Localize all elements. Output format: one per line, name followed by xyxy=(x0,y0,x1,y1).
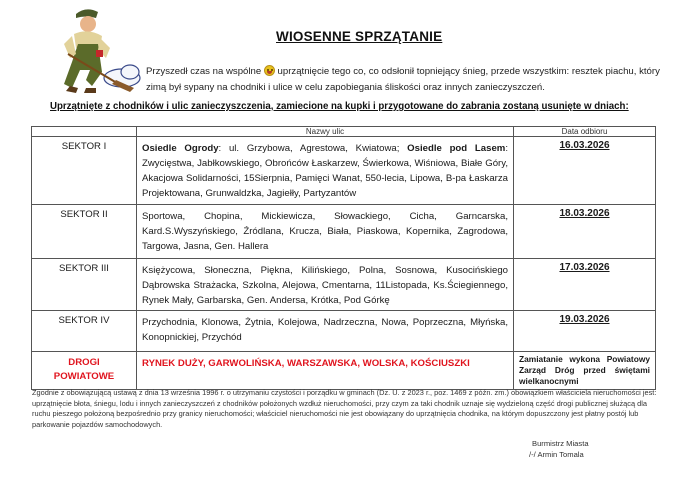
intro-text-start: Przyszedł czas na wspólne xyxy=(146,66,262,77)
table-header-row xyxy=(32,127,656,137)
column-header-sector xyxy=(32,127,137,137)
schedule-subheading: Uprzątnięte z chodników i ulic zanieczyszczenia, zamiecione na kupki i przygotowane do zabrania zostaną usunięte w dniach: xyxy=(50,101,629,112)
estate-name: Osiedle pod Lasem xyxy=(407,143,506,154)
signature-name: /-/ Armin Tomala xyxy=(529,449,584,459)
street-list: Księżycowa, Słoneczna, Piękna, Kilińskiego, Polna, Sosnowa, Kusocińskiego Dąbrowska Strażacka, Szkolna, Alejowa, Cmentarna, 11Listopada, Ks.Ściegiennego, Rynek Mały, Garbarska, Gen. Andersa, Krótka, Pod Górkę xyxy=(137,259,514,311)
legal-notice: Zgodnie z obowiązującą ustawą z dnia 13 września 1996 r. o utrzymaniu czystości i porządku w gminach (Dz. U. z 2023 r., poz. 1469 z późn. zm.) obowiązkiem właściciela nieruchomości jest: uprzątnięcie błota, śniegu, lodu i innych zanieczyszczeń z chodników położonych wzdłuż nieruchomości, przy czym za taki chodnik uznaje się wydzieloną część drogi publicznej służącą dla ruchu pieszego położoną bezpośrednio przy granicy nieruchomości; właściciel nieruchomości nie jest obowiązany do uprzątnięcia chodnika, na którym dopuszczony jest płatny postój lub parkowanie pojazdów samochodowych. xyxy=(32,388,657,429)
signature-title: Burmistrz Miasta xyxy=(532,439,589,448)
street-list xyxy=(137,137,514,205)
page-title: WIOSENNE SPRZĄTANIE xyxy=(276,29,443,44)
column-header-streets: Nazwy ulic xyxy=(137,127,514,137)
pickup-date: 19.03.2026 xyxy=(514,311,656,352)
street-list: Sportowa, Chopina, Mickiewicza, Słowackiego, Cicha, Garncarska, Kard.S.Wyszyńskiego, Źródlana, Krucza, Biała, Piaskowa, Kopernika, Zagrodowa, Targowa, Jasna, Gen. Hallera xyxy=(137,205,514,259)
intro-text-end: uprzątnięcie tego co, co odsłonił topniejący śnieg, przede wszystkim: resztek piachu, który zimą był sypany na chodniki i ulice w celu zapobiegania śliskości oraz innych zanieczyszczeń. xyxy=(146,66,660,93)
smiley-icon xyxy=(264,65,275,76)
intro-paragraph xyxy=(146,64,666,95)
pickup-date: 17.03.2026 xyxy=(514,259,656,311)
sector-label: SEKTOR III xyxy=(32,259,137,311)
pickup-date: 16.03.2026 xyxy=(514,137,656,205)
sector-label: SEKTOR IV xyxy=(32,311,137,352)
man-sweeping-clipart xyxy=(52,4,144,94)
column-header-date: Data odbioru xyxy=(514,127,656,137)
cleanup-schedule-table xyxy=(31,126,656,390)
table-row-sektor-2 xyxy=(32,205,656,259)
pickup-date: 18.03.2026 xyxy=(514,205,656,259)
sector-label: DROGI POWIATOWE xyxy=(32,352,137,390)
street-list: RYNEK DUŻY, GARWOLIŃSKA, WARSZAWSKA, WOLSKA, KOŚCIUSZKI xyxy=(137,352,514,390)
signature-block xyxy=(529,439,589,460)
table-row-sektor-1 xyxy=(32,137,656,205)
cleanup-note: Zamiatanie wykona Powiatowy Zarząd Dróg przed świętami wielkanocnymi xyxy=(514,352,656,390)
table-row-sektor-3 xyxy=(32,259,656,311)
table-row-sektor-4 xyxy=(32,311,656,352)
street-list: Przychodnia, Klonowa, Żytnia, Kolejowa, Nadrzeczna, Nowa, Poprzeczna, Młyńska, Konopnickiej, Przychód xyxy=(137,311,514,352)
sector-label: SEKTOR II xyxy=(32,205,137,259)
sector-label: SEKTOR I xyxy=(32,137,137,205)
estate-name: Osiedle Ogrody xyxy=(142,143,219,154)
table-row-drogi-powiatowe xyxy=(32,352,656,390)
street-text: : Zwycięstwa, Jabłkowskiego, Obrońców Łaskarzew, Świerkowa, Wiśniowa, Białe Góry, Akacjowa Solidarności, 15Sierpnia, Pamięci Wanat, 550-lecia, Lipowa, B-pa Łaskarza Projektowana, Grunwaldzka, Jagiełły, Partyzantów xyxy=(142,143,508,199)
street-text: : ul. Grzybowa, Agrestowa, Kwiatowa; xyxy=(218,143,408,154)
